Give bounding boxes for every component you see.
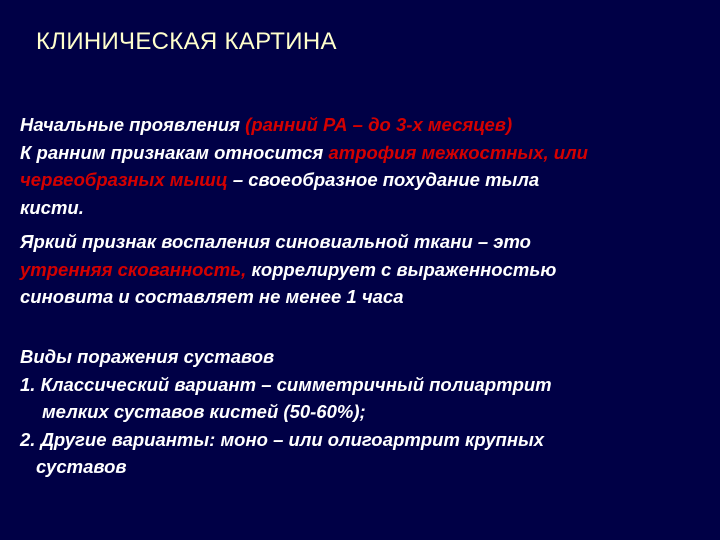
text-run: – своеобразное похудание тыла	[227, 169, 540, 190]
text-run: 1. Классический вариант	[20, 373, 257, 395]
text-line	[20, 166, 710, 194]
text-line	[20, 426, 710, 454]
text-run: – симметричный полиартрит	[256, 373, 552, 395]
text-line	[20, 256, 710, 284]
text-line: кисти.	[20, 196, 84, 218]
text-run: Начальные проявления	[20, 114, 246, 135]
text-line: Яркий признак воспаления синовиальной ткани – это	[20, 231, 531, 252]
text-run: моно – или олигоартрит крупных	[215, 428, 545, 450]
paragraph-joint-damage-types	[20, 343, 710, 481]
slide-title: КЛИНИЧЕСКАЯ КАРТИНА	[36, 28, 337, 55]
text-line: мелких суставов кистей (50-60%);	[42, 401, 366, 422]
paragraph-early-signs	[20, 111, 710, 221]
highlighted-text: утренняя скованность,	[20, 258, 247, 280]
highlighted-text: атрофия межкостных, или	[328, 141, 588, 163]
text-run: 2. Другие варианты:	[20, 428, 216, 450]
text-line	[20, 139, 710, 167]
text-line: синовита и составляет не менее 1 часа	[20, 286, 404, 307]
text-run: коррелирует с выраженностью	[246, 258, 557, 280]
text-line	[20, 111, 710, 139]
highlighted-text: (ранний РА – до 3-х месяцев)	[245, 114, 513, 135]
text-line: суставов	[36, 456, 127, 477]
paragraph-morning-stiffness	[20, 228, 710, 311]
text-line: Виды поражения суставов	[20, 346, 275, 367]
highlighted-text: червеобразных мышц	[20, 169, 228, 190]
text-line	[20, 371, 710, 399]
text-run: К ранним признакам относится	[20, 141, 329, 163]
